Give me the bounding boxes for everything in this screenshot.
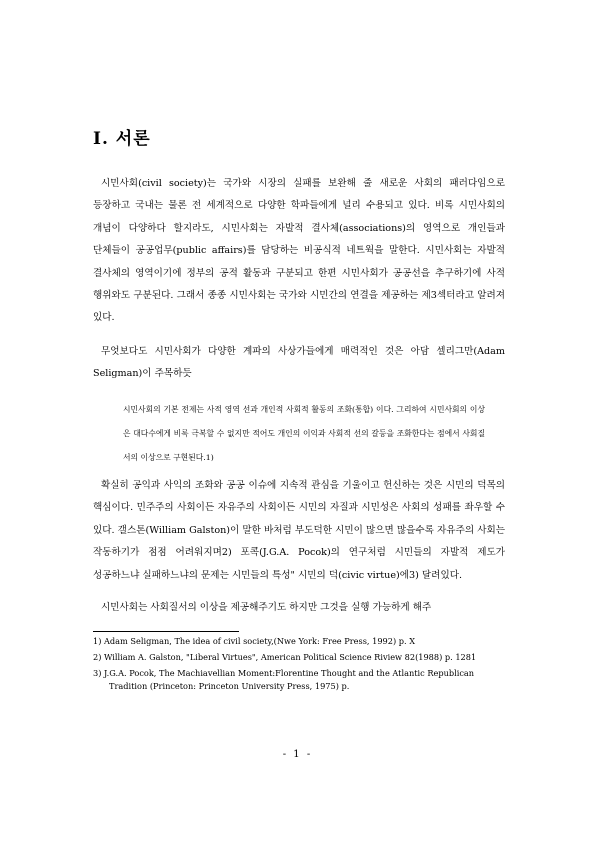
footnote-2: 2) William A. Galston, "Liberal Virtues", American Political Science Riview 82(1988) p. 1281 [93, 652, 477, 662]
paragraph-intro: 시민사회(civil society)는 국가와 시장의 실패를 보완해 줄 새로운 사회의 패러다임으로 등장하고 국내는 물론 전 세계적으로 다양한 학파들에게 널리 수용되고 있다. 비록 시민사회의 개념이 다양하다 할지라도, 시민사회는 자발적 결사체(associations)의 영역으로 개인들과 단체들이 공공업무(public affairs)를 담당하는 비공식적 네트웍을 말한다. 시민사회는 자발적 결사체의 영역이기에 정부의 공적 활동과 구분되고 한편 시민사회가 공공선을 추구하기에 사적 행위와도 구분된다. 그래서 종종 시민사회는 국가와 시민간의 연결을 제공하는 제3섹터라고 알려져 있다. [93, 178, 505, 324]
section-heading: Ⅰ. 서론 [93, 129, 151, 149]
footnotes [93, 635, 505, 696]
footnote-3: 3) J.G.A. Pocok, The Machiavellian Moment:Florentine Thought and the Atlantic Republican Tradition (Princeton: Princeton University Press, 1975) p. [93, 668, 475, 691]
page-number: - 1 - [282, 749, 313, 760]
footnote-divider [93, 631, 239, 632]
paragraph-civic-virtue: 확실히 공익과 사익의 조화와 공공 이슈에 지속적 관심을 기울이고 헌신하는 것은 시민의 덕목의 핵심이다. 민주주의 사회이든 자유주의 사회이든 시민의 자질과 시민성은 사회의 성패를 좌우할 수 있다. 갤스톤(William Galston)이 말한 바처럼 부도덕한 시민이 많으면 많을수록 자유주의 사회는 작동하기가 점점 어려워지며2) 포콕(J.G.A. Pocok)의 연구처럼 시민들의 자발적 제도가 성공하느냐 실패하느냐의 문제는 시민들의 특성" 시민의 덕(civic virtue)에3) 달려있다. [93, 480, 505, 581]
footnote-1: 1) Adam Seligman, The idea of civil society,(Nwe York: Free Press, 1992) p. X [93, 636, 416, 646]
paragraph-seligman-lead: 무엇보다도 시민사회가 다양한 계파의 사상가들에게 매력적인 것은 아담 셀리그만(Adam Seligman)이 주목하듯 [93, 346, 505, 380]
block-quote: 시민사회의 기본 전제는 사적 영역 선과 개인적 사회적 활동의 조화(통합) 이다. 그리하여 시민사회의 이상은 대다수에게 비록 극복할 수 없지만 적어도 개인의 이익과 사회적 선의 갈등을 조화한다는 점에서 사회질서의 이상으로 구현된다.1) [123, 405, 485, 462]
paragraph-continued: 시민사회는 사회질서의 이상을 제공해주기도 하지만 그것을 실행 가능하게 해주 [101, 602, 432, 613]
